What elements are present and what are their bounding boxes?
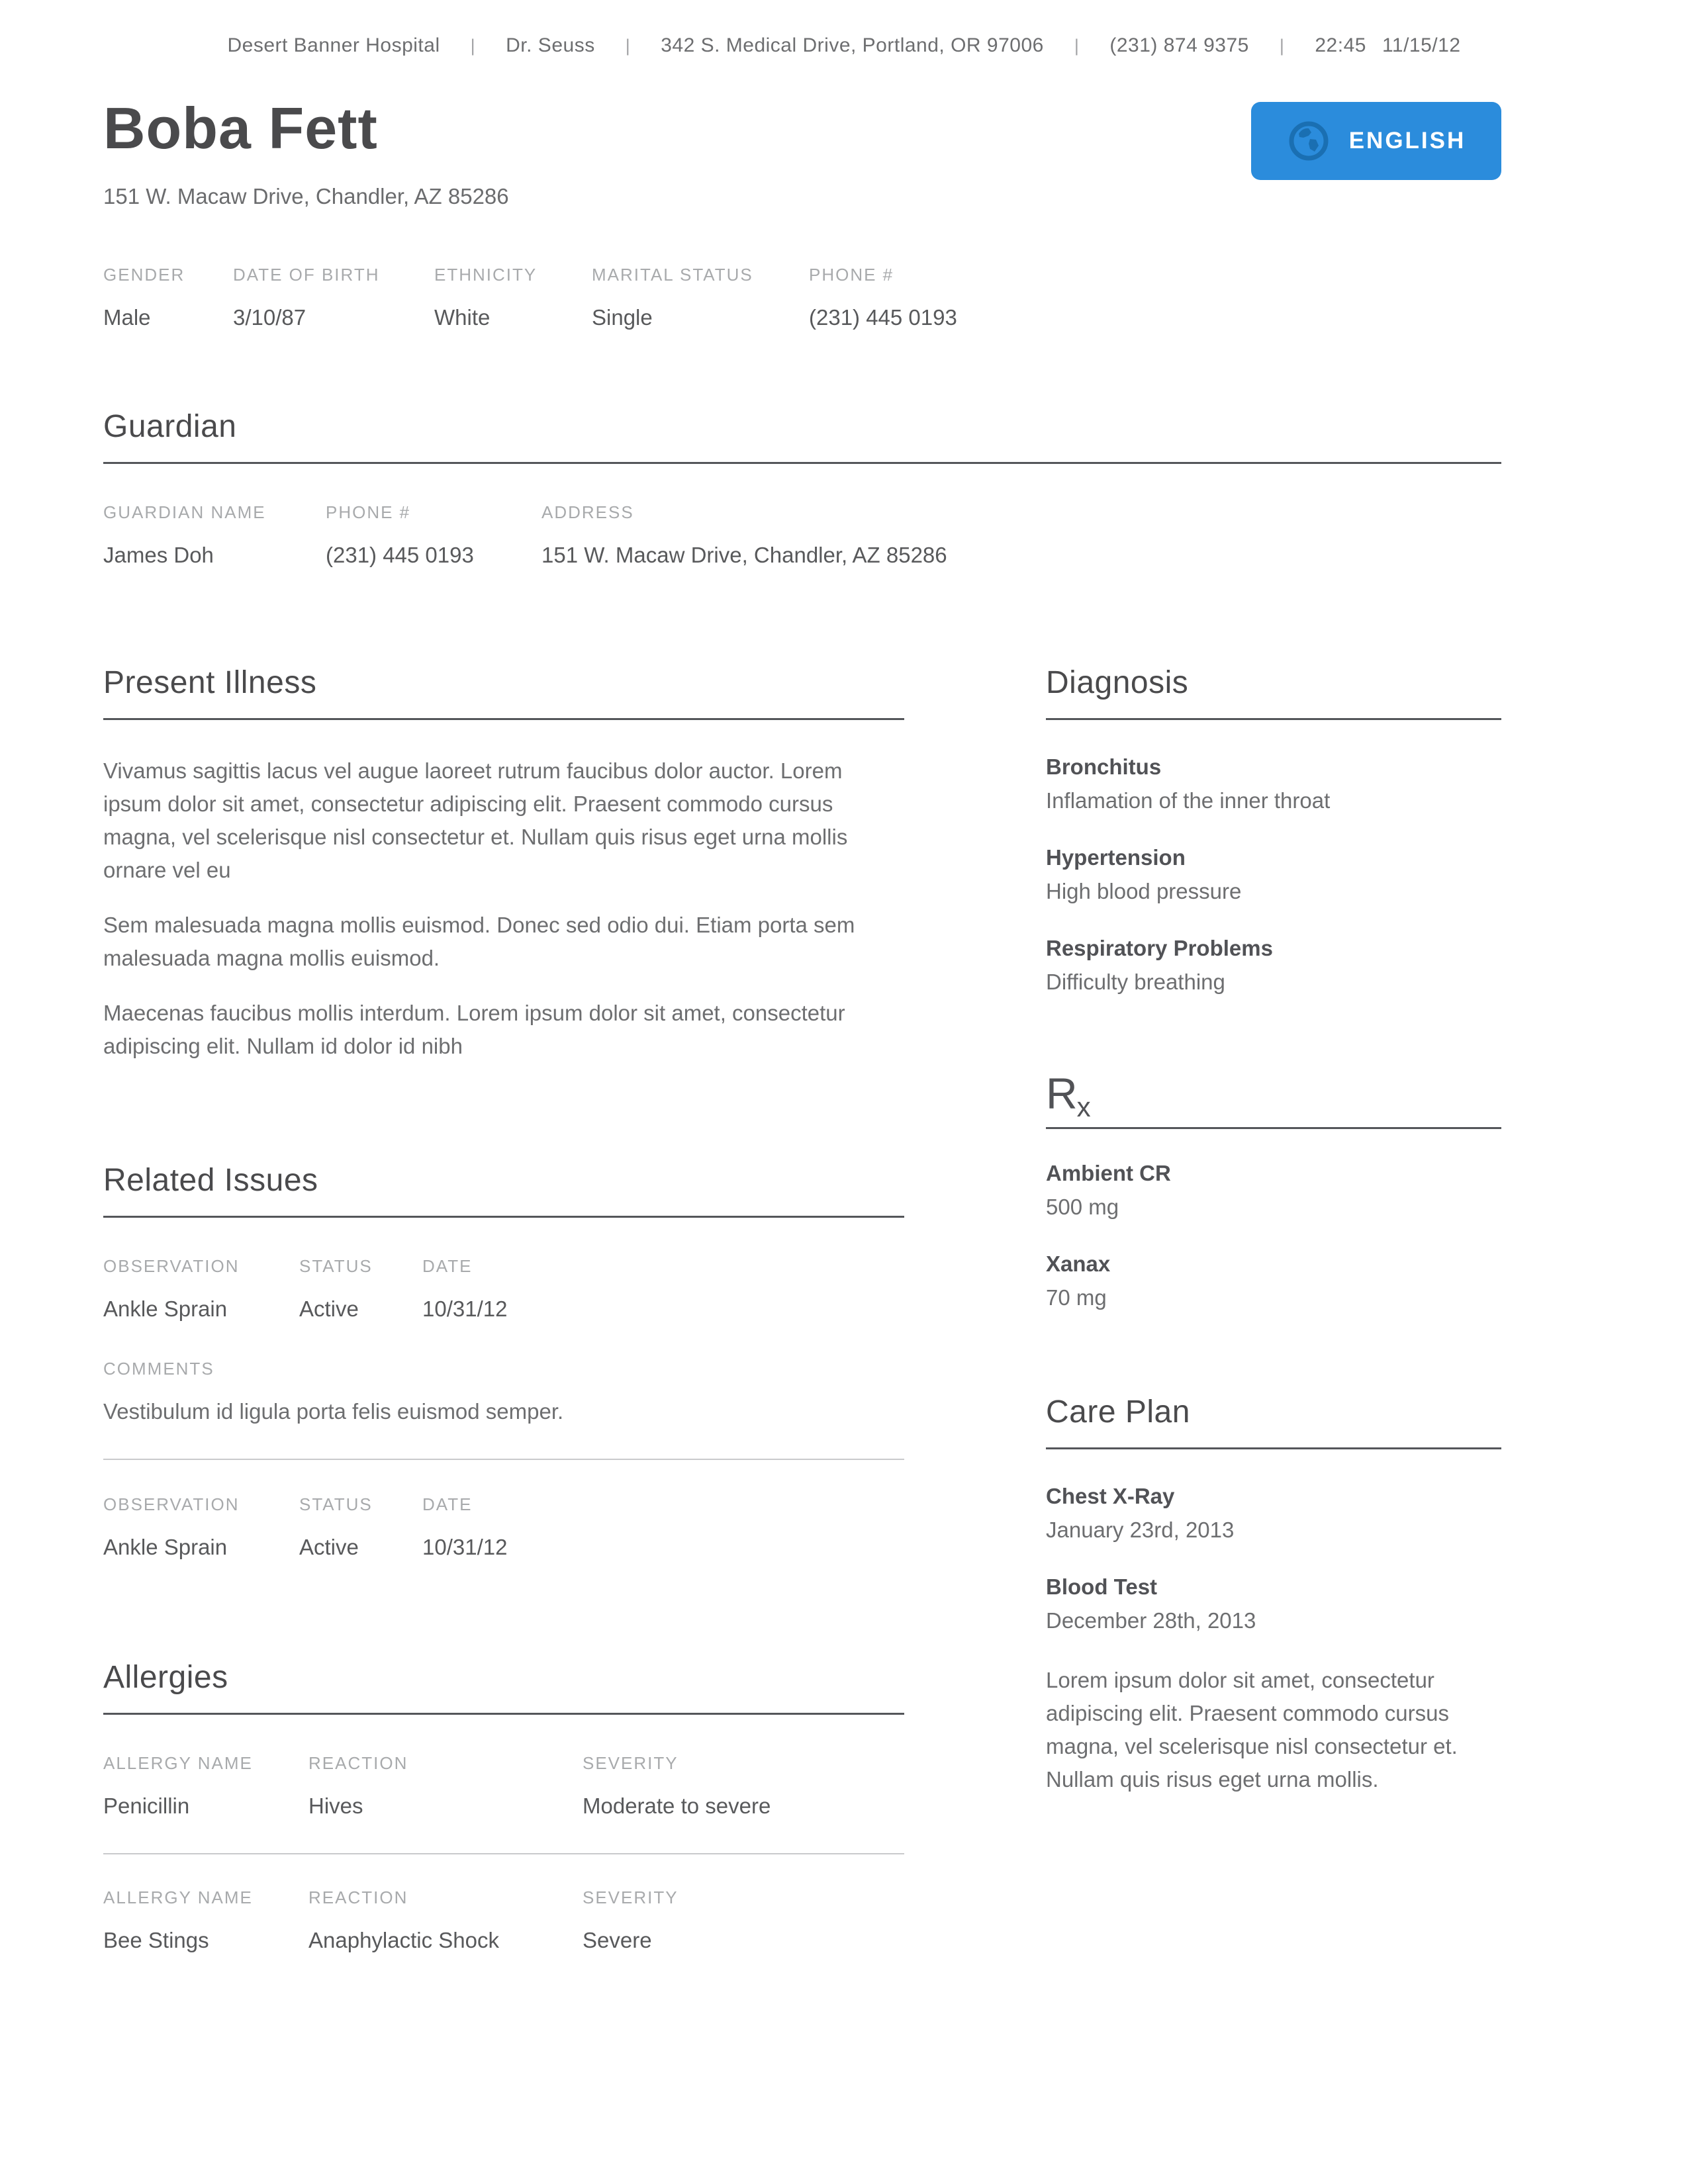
- reaction-value: Anaphylactic Shock: [308, 1928, 499, 1952]
- diagnosis-title: Diagnosis: [1046, 665, 1189, 700]
- allergy-labels-row: [103, 1753, 904, 1774]
- allergy-labels-row: [103, 1888, 904, 1908]
- diagnosis-item: [1046, 845, 1501, 904]
- guardian-section: [103, 408, 1501, 568]
- prescriptions-section: [1046, 1071, 1501, 1310]
- guardian-rule: [103, 462, 1501, 464]
- present-illness-paragraph: Maecenas faucibus mollis interdum. Lorem ipsum dolor sit amet, consectetur adipiscing elit. Nullam id dolor id nibh: [103, 1001, 845, 1058]
- marital-status-label: MARITAL STATUS: [592, 265, 753, 285]
- guardian-phone-value: (231) 445 0193: [326, 543, 474, 567]
- prescription-name: Xanax: [1046, 1251, 1111, 1276]
- diagnosis-description: High blood pressure: [1046, 879, 1242, 903]
- allergy-name-value: Bee Stings: [103, 1928, 209, 1952]
- header-date: 11/15/12: [1382, 34, 1461, 56]
- care-plan-date: December 28th, 2013: [1046, 1608, 1256, 1633]
- observation-label: OBSERVATION: [103, 1256, 240, 1276]
- present-illness-paragraph: Sem malesuada magna mollis euismod. Donec sed odio dui. Etiam porta sem malesuada magna mollis euismod.: [103, 913, 855, 970]
- care-plan-rule: [1046, 1447, 1501, 1449]
- gender-label: GENDER: [103, 265, 185, 285]
- prescription-item: [1046, 1251, 1501, 1310]
- care-plan-note: Lorem ipsum dolor sit amet, consectetur adipiscing elit. Praesent commodo cursus magna, vel scelerisque nisl consectetur et. Nullam quis risus eget urna mollis.: [1046, 1668, 1458, 1792]
- status-label: STATUS: [299, 1494, 373, 1514]
- date-value: 10/31/12: [422, 1535, 508, 1559]
- globe-icon: [1287, 119, 1331, 163]
- demographics-values: [103, 305, 1501, 330]
- patient-name: Boba Fett: [103, 95, 378, 161]
- dob-label: DATE OF BIRTH: [233, 265, 380, 285]
- present-illness-title: Present Illness: [103, 665, 317, 700]
- allergy-name-value: Penicillin: [103, 1794, 190, 1818]
- related-issues-rule: [103, 1216, 904, 1218]
- care-plan-item: [1046, 1574, 1501, 1633]
- diagnosis-description: Inflamation of the inner throat: [1046, 788, 1331, 813]
- reaction-value: Hives: [308, 1794, 363, 1818]
- hospital-name: Desert Banner Hospital: [227, 34, 440, 56]
- guardian-values: [103, 543, 1501, 568]
- guardian-name-value: James Doh: [103, 543, 214, 567]
- rx-symbol-x: x: [1076, 1091, 1091, 1122]
- status-value: Active: [299, 1297, 359, 1321]
- care-plan-date: January 23rd, 2013: [1046, 1518, 1235, 1542]
- care-plan-title: Care Plan: [1046, 1394, 1190, 1430]
- diagnosis-item: [1046, 936, 1501, 995]
- date-label: DATE: [422, 1256, 473, 1276]
- header-divider: |: [470, 36, 476, 56]
- ethnicity-label: ETHNICITY: [434, 265, 538, 285]
- patient-address: 151 W. Macaw Drive, Chandler, AZ 85286: [103, 184, 509, 208]
- prescription-item: [1046, 1161, 1501, 1220]
- header-divider: |: [625, 36, 631, 56]
- diagnosis-name: Respiratory Problems: [1046, 936, 1273, 960]
- comments-label: COMMENTS: [103, 1359, 214, 1379]
- observation-labels-row: [103, 1256, 904, 1277]
- prescription-dose: 70 mg: [1046, 1285, 1107, 1310]
- diagnosis-name: Hypertension: [1046, 845, 1186, 870]
- care-plan-item: [1046, 1484, 1501, 1543]
- diagnosis-item: [1046, 754, 1501, 813]
- guardian-address-label: ADDRESS: [541, 502, 634, 522]
- care-plan-section: [1046, 1394, 1501, 1796]
- allergy-row: [103, 1928, 904, 1953]
- related-issues-section: [103, 1162, 904, 1560]
- prescription-dose: 500 mg: [1046, 1195, 1119, 1219]
- care-plan-name: Chest X-Ray: [1046, 1484, 1175, 1508]
- entry-divider: [103, 1459, 904, 1460]
- comments-text: Vestibulum id ligula porta felis euismod semper.: [103, 1399, 564, 1424]
- diagnosis-section: [1046, 664, 1501, 995]
- phone-label: PHONE #: [809, 265, 894, 285]
- rx-symbol-r: R: [1046, 1069, 1078, 1118]
- severity-value: Severe: [583, 1928, 652, 1952]
- guardian-address-value: 151 W. Macaw Drive, Chandler, AZ 85286: [541, 543, 947, 567]
- status-value: Active: [299, 1535, 359, 1559]
- top-header: [0, 0, 1688, 57]
- reaction-label: REACTION: [308, 1753, 408, 1773]
- rx-rule: [1046, 1127, 1501, 1129]
- diagnosis-description: Difficulty breathing: [1046, 970, 1225, 994]
- guardian-title: Guardian: [103, 409, 237, 444]
- observation-labels-row: [103, 1494, 904, 1515]
- allergies-section: [103, 1659, 904, 1953]
- ethnicity-value: White: [434, 305, 491, 330]
- header-divider: |: [1279, 36, 1285, 56]
- allergy-name-label: ALLERGY NAME: [103, 1753, 253, 1773]
- language-button-label: ENGLISH: [1348, 128, 1466, 154]
- entry-divider: [103, 1853, 904, 1854]
- doctor-name: Dr. Seuss: [506, 34, 595, 56]
- care-plan-name: Blood Test: [1046, 1574, 1158, 1599]
- date-label: DATE: [422, 1494, 473, 1514]
- phone-value: (231) 445 0193: [809, 305, 957, 330]
- date-value: 10/31/12: [422, 1297, 508, 1321]
- status-label: STATUS: [299, 1256, 373, 1276]
- allergies-rule: [103, 1713, 904, 1715]
- hospital-phone: (231) 874 9375: [1109, 34, 1249, 56]
- present-illness-paragraph: Vivamus sagittis lacus vel augue laoreet rutrum faucibus dolor auctor. Lorem ipsum dolor sit amet, consectetur adipiscing elit. Praesent commodo cursus magna, vel scelerisque nisl consectetur et. Nullam quis risus eget urna mollis ornare vel eu: [103, 758, 848, 882]
- rx-symbol: [1046, 1069, 1501, 1122]
- hospital-address: 342 S. Medical Drive, Portland, OR 97006: [661, 34, 1044, 56]
- allergy-name-label: ALLERGY NAME: [103, 1888, 253, 1907]
- dob-value: 3/10/87: [233, 305, 306, 330]
- header-timestamp: [1315, 34, 1460, 57]
- observation-row: [103, 1297, 904, 1322]
- demographics-labels: [103, 265, 1501, 285]
- guardian-phone-label: PHONE #: [326, 502, 411, 522]
- diagnosis-name: Bronchitus: [1046, 754, 1162, 779]
- marital-status-value: Single: [592, 305, 653, 330]
- severity-label: SEVERITY: [583, 1888, 679, 1907]
- reaction-label: REACTION: [308, 1888, 408, 1907]
- diagnosis-rule: [1046, 718, 1501, 720]
- present-illness-section: [103, 664, 904, 1063]
- observation-value: Ankle Sprain: [103, 1535, 228, 1559]
- observation-label: OBSERVATION: [103, 1494, 240, 1514]
- present-illness-rule: [103, 718, 904, 720]
- header-time: 22:45: [1315, 34, 1366, 56]
- related-issues-title: Related Issues: [103, 1163, 318, 1198]
- patient-header: [103, 95, 1501, 209]
- severity-value: Moderate to severe: [583, 1794, 771, 1818]
- observation-value: Ankle Sprain: [103, 1297, 228, 1321]
- allergies-title: Allergies: [103, 1660, 228, 1695]
- severity-label: SEVERITY: [583, 1753, 679, 1773]
- observation-row: [103, 1535, 904, 1560]
- allergy-row: [103, 1794, 904, 1819]
- guardian-labels: [103, 502, 1501, 523]
- prescription-name: Ambient CR: [1046, 1161, 1171, 1185]
- header-divider: |: [1074, 36, 1080, 56]
- gender-value: Male: [103, 305, 151, 330]
- language-button[interactable]: [1251, 102, 1501, 180]
- guardian-name-label: GUARDIAN NAME: [103, 502, 266, 522]
